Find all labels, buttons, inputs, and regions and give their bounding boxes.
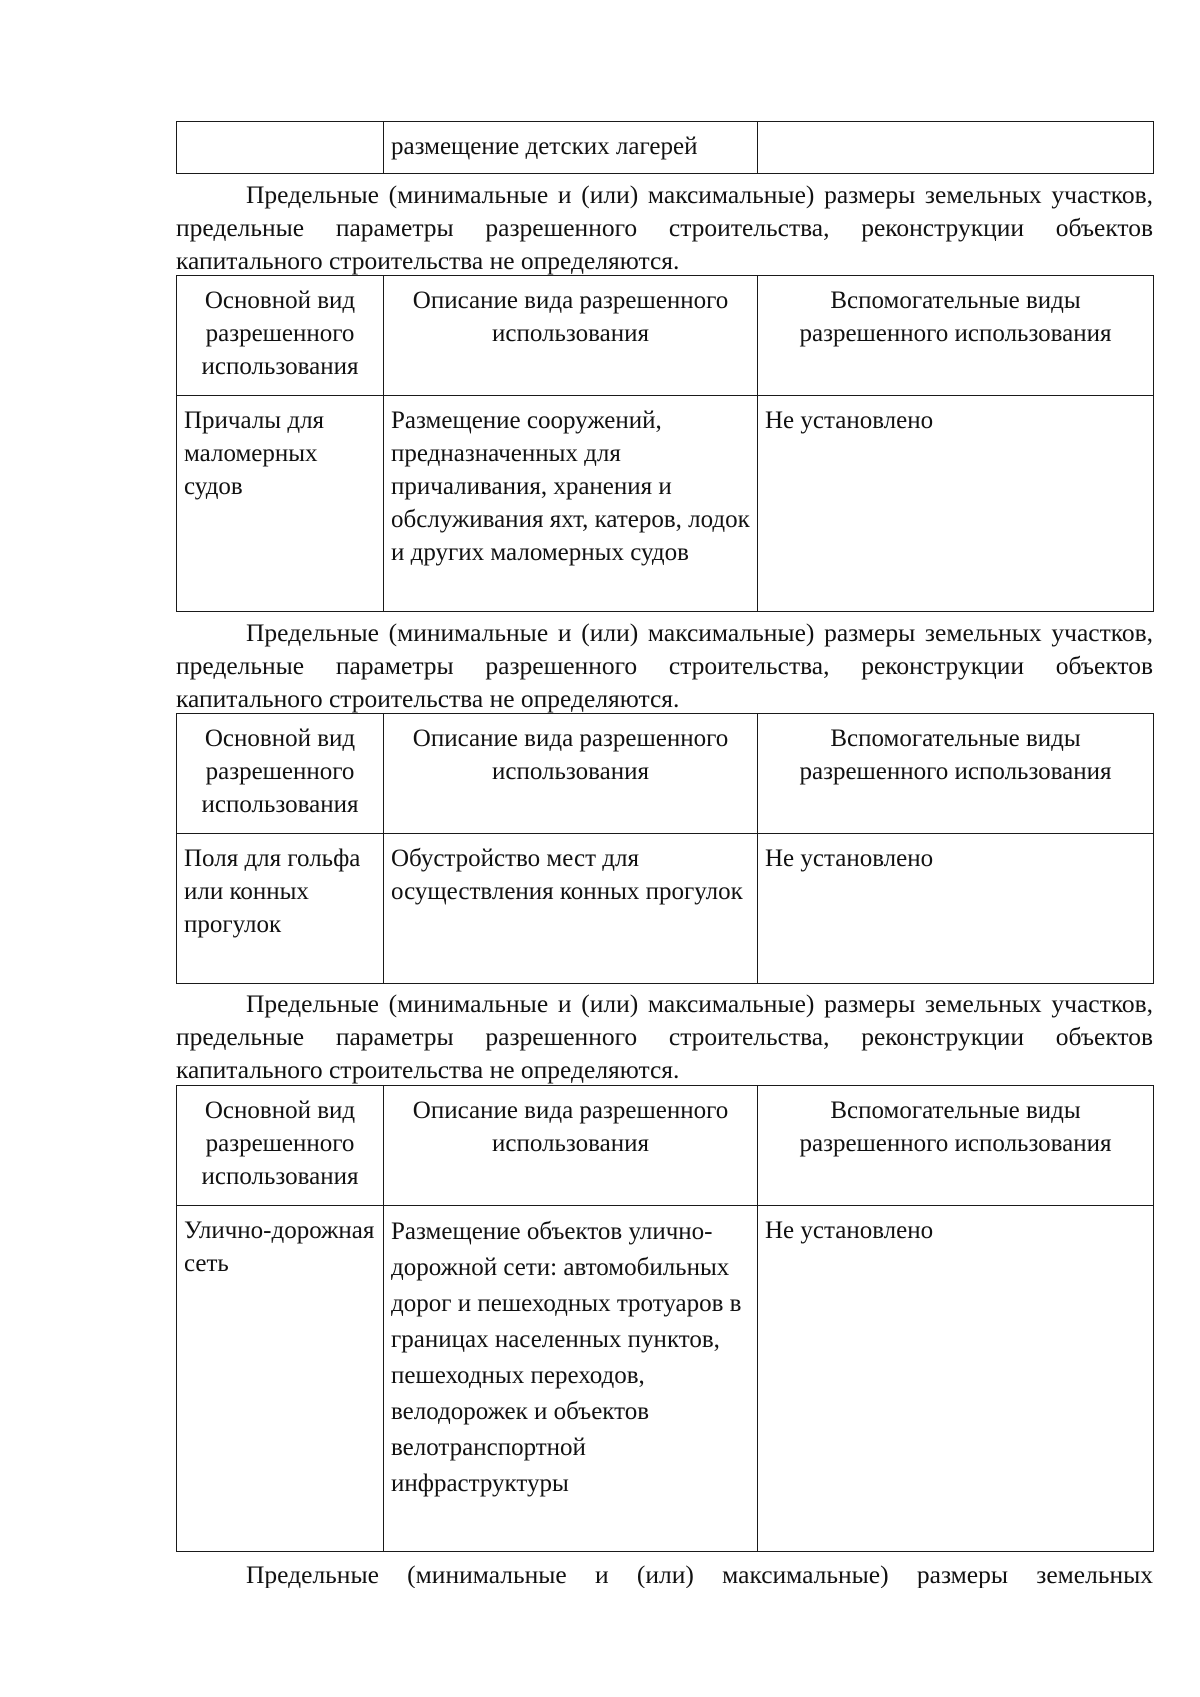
header-description: Описание вида разрешенного использования — [384, 714, 758, 834]
cell-description: Обустройство мест для осуществления конных прогулок — [384, 834, 758, 984]
cell-description: размещение детских лагерей — [384, 122, 758, 174]
header-main-type: Основной вид разрешенного использования — [177, 276, 384, 396]
header-auxiliary: Вспомогательные виды разрешенного использования — [758, 714, 1154, 834]
header-description: Описание вида разрешенного использования — [384, 1086, 758, 1206]
header-auxiliary: Вспомогательные виды разрешенного использования — [758, 276, 1154, 396]
cell-auxiliary: Не установлено — [758, 834, 1154, 984]
header-main-type: Основной вид разрешенного использования — [177, 714, 384, 834]
limits-paragraph: Предельные (минимальные и (или) максимальные) размеры земельных участков, предельные параметры разрешенного строительства, реконструкции объектов капитального строительства не определяются. — [176, 618, 1153, 713]
cell-main-type: Улично-дорожная сеть — [177, 1206, 384, 1552]
limits-paragraph: Предельные (минимальные и (или) максимальные) размеры земельных участков, предельные параметры разрешенного строительства, реконструкции объектов капитального строительства не определяются. — [176, 989, 1153, 1084]
cell-auxiliary — [758, 122, 1154, 174]
cell-main-type: Причалы для маломерных судов — [177, 396, 384, 612]
cell-auxiliary: Не установлено — [758, 396, 1154, 612]
cell-main-type: Поля для гольфа или конных прогулок — [177, 834, 384, 984]
table-top-row — [176, 121, 1154, 174]
header-description: Описание вида разрешенного использования — [384, 276, 758, 396]
table-row — [177, 396, 1154, 612]
table-header-row — [177, 276, 1154, 396]
cell-description: Размещение объектов улично-дорожной сети: автомобильных дорог и пешеходных тротуаров в границах населенных пунктов, пешеходных переходов, велодорожек и объектов велотранспортной инфраструктуры — [384, 1206, 758, 1552]
top-table-fragment — [176, 121, 1153, 174]
cell-description: Размещение сооружений, предназначенных для причаливания, хранения и обслуживания яхт, катеров, лодок и других маломерных судов — [384, 396, 758, 612]
table-row — [177, 122, 1154, 174]
cell-main-type — [177, 122, 384, 174]
limits-paragraph: Предельные (минимальные и (или) максимальные) размеры земельных участков, предельные параметры разрешенного строительства, реконструкции объектов капитального строительства не определяются. — [176, 180, 1153, 275]
table-row — [177, 1206, 1154, 1552]
limits-paragraph-partial: Предельные (минимальные и (или) максимальные) размеры земельных — [246, 1560, 1153, 1588]
usage-table-1 — [176, 275, 1153, 612]
cell-auxiliary: Не установлено — [758, 1206, 1154, 1552]
table-header-row — [177, 1086, 1154, 1206]
usage-table-2 — [176, 713, 1153, 984]
header-main-type: Основной вид разрешенного использования — [177, 1086, 384, 1206]
table-header-row — [177, 714, 1154, 834]
table-row — [177, 834, 1154, 984]
header-auxiliary: Вспомогательные виды разрешенного использования — [758, 1086, 1154, 1206]
usage-table-3 — [176, 1085, 1153, 1552]
